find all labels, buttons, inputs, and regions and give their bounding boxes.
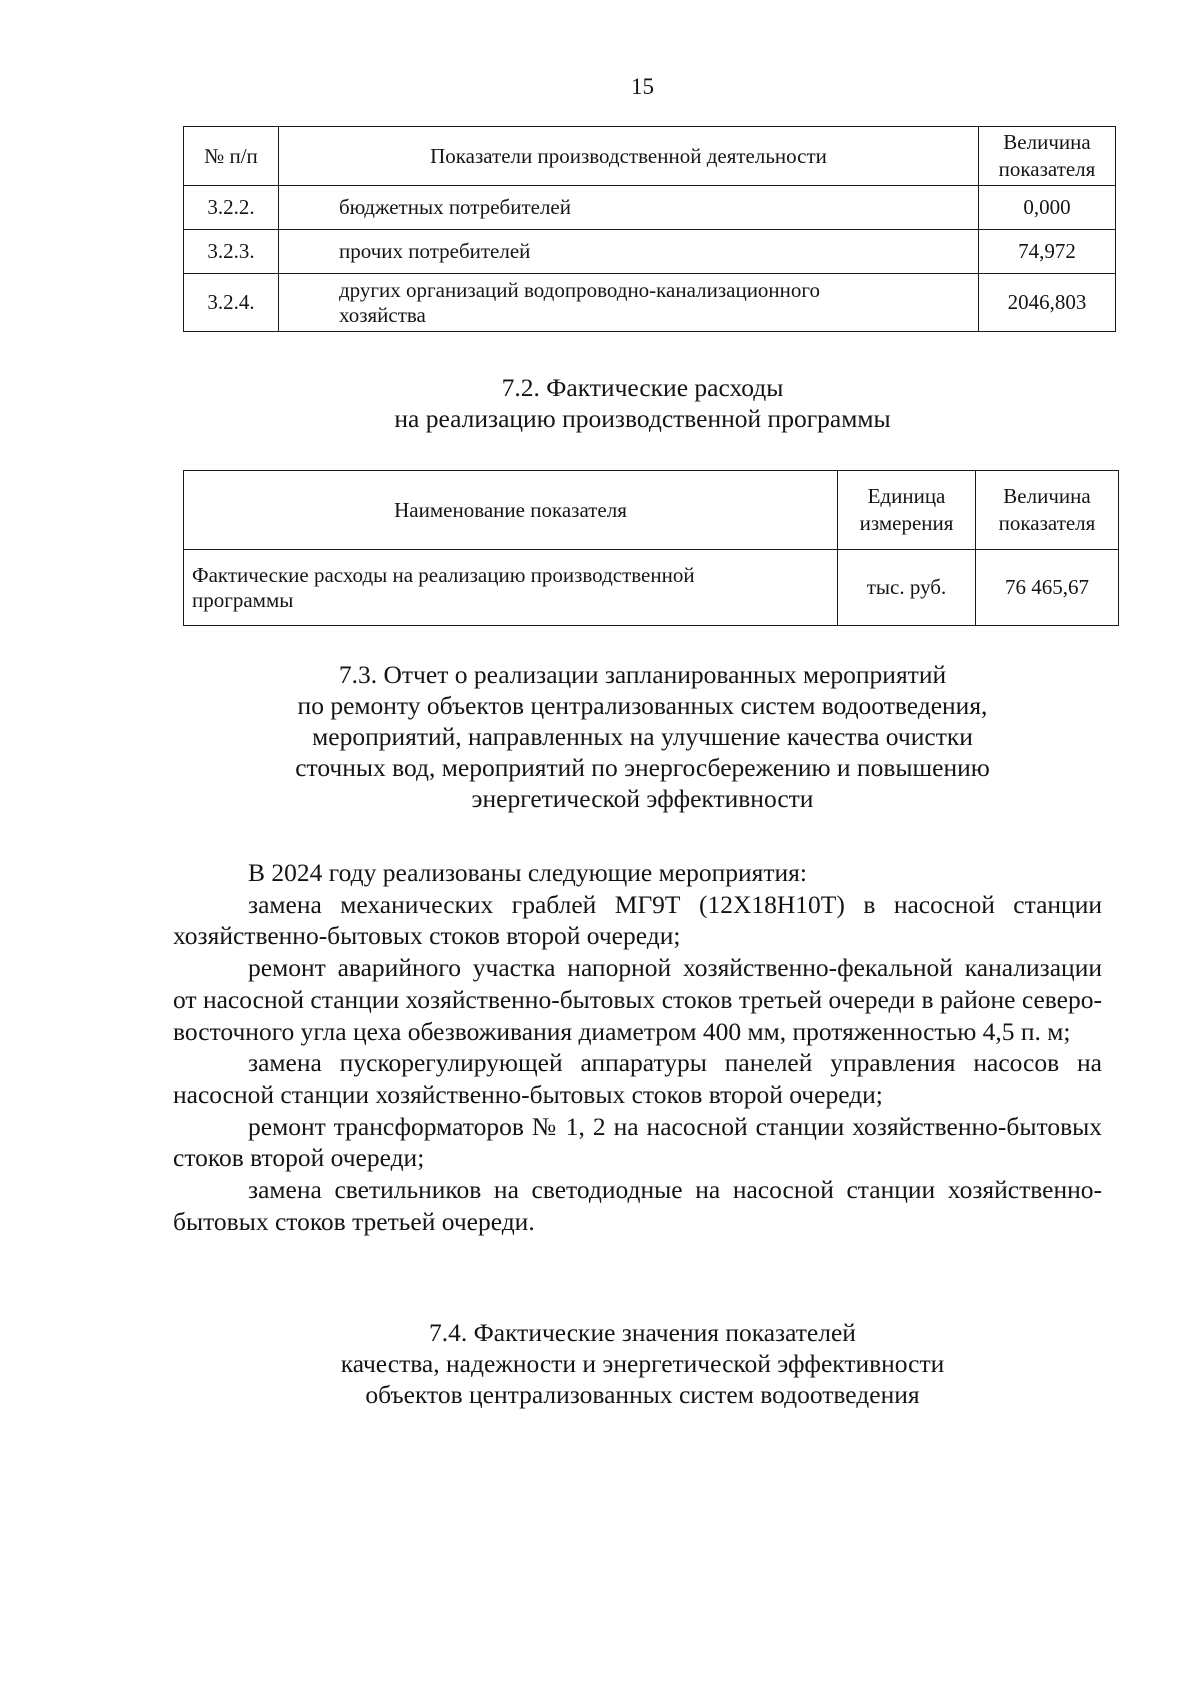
row-indicator-line1: других организаций водопроводно-канализационного xyxy=(339,277,821,302)
row-indicator-line2: хозяйства xyxy=(339,302,426,327)
column-header-value-line2: показателя xyxy=(998,511,1096,535)
heading-line: сточных вод, мероприятий по энергосбережению и повышению xyxy=(295,753,990,782)
row-number: 3.2.3. xyxy=(184,230,279,274)
section-heading-7-2 xyxy=(150,372,1135,434)
measure-item: замена механических граблей МГ9Т (12Х18Н10Т) в насосной станции хозяйственно-бытовых стоков второй очереди; xyxy=(173,889,1102,951)
heading-line: качества, надежности и энергетической эффективности xyxy=(340,1349,945,1378)
column-header-unit xyxy=(838,471,976,550)
table-row xyxy=(184,186,1116,230)
row-name-line2: программы xyxy=(192,587,294,612)
column-header-value xyxy=(979,127,1116,186)
row-value: 76 465,67 xyxy=(976,550,1119,626)
measure-item: замена светильников на светодиодные на насосной станции хозяйственно-бытовых стоков третьей очереди. xyxy=(173,1175,1102,1236)
row-name-line1: Фактические расходы на реализацию производственной xyxy=(192,562,695,587)
heading-line: объектов централизованных систем водоотведения xyxy=(365,1380,920,1409)
measures-intro: В 2024 году реализованы следующие мероприятия: xyxy=(248,858,807,887)
column-header-value-line1: Величина xyxy=(1003,130,1091,154)
table-header-row xyxy=(184,127,1116,186)
column-header-value-line1: Величина xyxy=(1003,484,1091,508)
row-value: 74,972 xyxy=(979,230,1116,274)
heading-line: по ремонту объектов централизованных систем водоотведения, xyxy=(297,691,988,720)
column-header-unit-line2: измерения xyxy=(859,511,954,535)
measures-list xyxy=(173,857,1102,1237)
column-header-value xyxy=(976,471,1119,550)
table-row xyxy=(184,230,1116,274)
heading-line: мероприятий, направленных на улучшение качества очистки xyxy=(312,722,973,751)
section-heading-7-4 xyxy=(150,1317,1135,1410)
column-header-indicator: Показатели производственной деятельности xyxy=(279,127,979,186)
column-header-unit-line1: Единица xyxy=(867,484,946,508)
heading-line: на реализацию производственной программы xyxy=(394,404,891,433)
row-number: 3.2.4. xyxy=(184,274,279,332)
row-number: 3.2.2. xyxy=(184,186,279,230)
row-indicator: прочих потребителей xyxy=(279,230,979,274)
table-header-row xyxy=(184,471,1119,550)
row-indicator xyxy=(279,274,979,332)
row-unit: тыс. руб. xyxy=(838,550,976,626)
row-value: 0,000 xyxy=(979,186,1116,230)
row-value: 2046,803 xyxy=(979,274,1116,332)
heading-line: 7.2. Фактические расходы xyxy=(501,373,784,402)
production-indicators-table xyxy=(183,126,1116,332)
row-indicator: бюджетных потребителей xyxy=(279,186,979,230)
table-row xyxy=(184,274,1116,332)
page-number: 15 xyxy=(631,74,654,99)
column-header-number: № п/п xyxy=(184,127,279,186)
heading-line: 7.3. Отчет о реализации запланированных мероприятий xyxy=(338,660,947,689)
measure-item: ремонт трансформаторов № 1, 2 на насосной станции хозяйственно-бытовых стоков второй очереди; xyxy=(173,1111,1102,1173)
measure-item: ремонт аварийного участка напорной хозяйственно-фекальной канализации от насосной станции хозяйственно-бытовых стоков третьей очереди в районе северо-восточного угла цеха обезвоживания диаметром 400 мм, протяженностью 4,5 п. м; xyxy=(173,953,1102,1046)
table-row xyxy=(184,550,1119,626)
heading-line: 7.4. Фактические значения показателей xyxy=(429,1318,856,1347)
measure-item: замена пускорегулирующей аппаратуры панелей управления насосов на насосной станции хозяйственно-бытовых стоков второй очереди; xyxy=(173,1048,1102,1109)
expenses-table xyxy=(183,470,1119,626)
column-header-value-line2: показателя xyxy=(998,157,1096,181)
heading-line: энергетической эффективности xyxy=(471,784,814,813)
section-heading-7-3 xyxy=(150,659,1135,814)
row-name xyxy=(184,550,838,626)
column-header-name: Наименование показателя xyxy=(184,471,838,550)
